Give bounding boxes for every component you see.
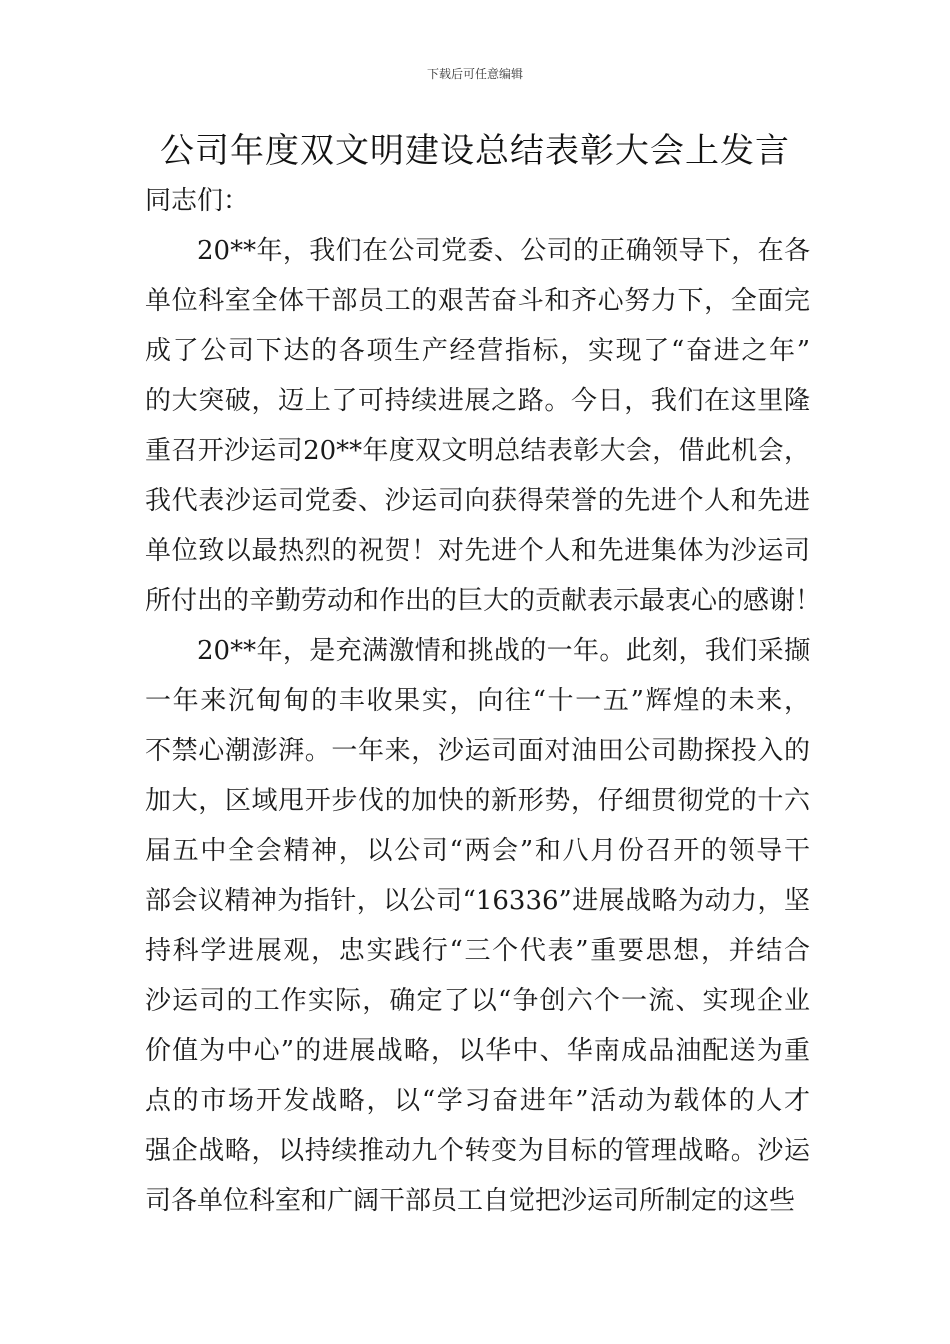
paragraph-line: 点的市场开发战略，以“学习奋进年”活动为载体的人才	[145, 1086, 810, 1116]
paragraph-line: 单位科室全体干部员工的艰苦奋斗和齐心努力下，全面完	[145, 286, 810, 316]
paragraph-line: 一年来沉甸甸的丰收果实，向往“十一五”辉煌的未来，	[145, 686, 810, 716]
paragraph-line: 的大突破，迈上了可持续进展之路。今日，我们在这里隆	[145, 386, 810, 416]
header-note: 下载后可任意编辑	[426, 67, 523, 81]
paragraph-1	[145, 226, 822, 626]
document-title: 公司年度双文明建设总结表彰大会上发言	[160, 131, 790, 171]
paragraph-line: 所付出的辛勤劳动和作出的巨大的贡献表示最衷心的感谢！	[145, 586, 822, 616]
paragraph-line: 重召开沙运司20**年度双文明总结表彰大会，借此机会，	[145, 436, 810, 466]
paragraph-line: 单位致以最热烈的祝贺！对先进个人和先进集体为沙运司	[145, 536, 810, 566]
document-body	[145, 176, 822, 1226]
paragraph-line: 成了公司下达的各项生产经营指标，实现了“奋进之年”	[145, 336, 810, 366]
paragraph-line: 20**年，是充满激情和挑战的一年。此刻，我们采撷	[197, 636, 810, 666]
paragraph-line: 司各单位科室和广阔干部员工自觉把沙运司所制定的这些	[145, 1186, 796, 1216]
paragraph-line: 不禁心潮澎湃。一年来，沙运司面对油田公司勘探投入的	[145, 736, 810, 766]
paragraph-line: 强企战略，以持续推动九个转变为目标的管理战略。沙运	[145, 1136, 810, 1166]
paragraph-2	[145, 626, 810, 1226]
paragraph-line: 20**年，我们在公司党委、公司的正确领导下，在各	[197, 236, 810, 266]
paragraph-line: 沙运司的工作实际，确定了以“争创六个一流、实现企业	[145, 986, 810, 1016]
paragraph-line: 持科学进展观，忠实践行“三个代表”重要思想，并结合	[145, 936, 810, 966]
paragraph-line: 我代表沙运司党委、沙运司向获得荣誉的先进个人和先进	[145, 486, 810, 516]
salutation: 同志们：	[145, 186, 250, 216]
paragraph-line: 部会议精神为指针，以公司“16336”进展战略为动力，坚	[145, 886, 810, 916]
paragraph-line: 届五中全会精神，以公司“两会”和八月份召开的领导干	[145, 836, 810, 866]
paragraph-line: 价值为中心”的进展战略，以华中、华南成品油配送为重	[145, 1036, 810, 1066]
paragraph-line: 加大，区域甩开步伐的加快的新形势，仔细贯彻党的十六	[145, 786, 810, 816]
